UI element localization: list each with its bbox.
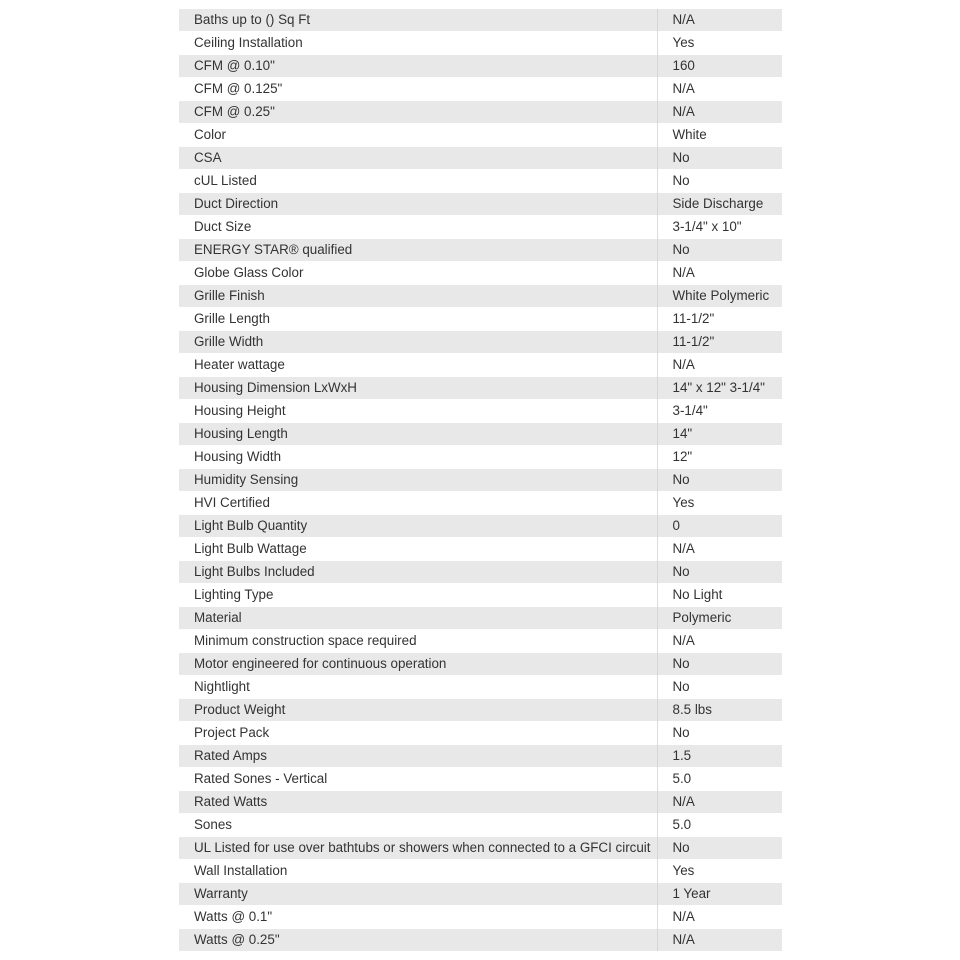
spec-value: 3-1/4": [657, 400, 782, 423]
spec-row: [179, 239, 782, 262]
spec-value: 8.5 lbs: [657, 699, 782, 722]
spec-row: [179, 791, 782, 814]
spec-row: [179, 262, 782, 285]
spec-label: Light Bulb Quantity: [179, 515, 657, 538]
spec-value: 14" x 12" 3-1/4": [657, 377, 782, 400]
spec-value: No: [657, 722, 782, 745]
spec-row: [179, 377, 782, 400]
spec-label: Heater wattage: [179, 354, 657, 377]
spec-row: [179, 561, 782, 584]
spec-label: CFM @ 0.125": [179, 78, 657, 101]
spec-value: 12": [657, 446, 782, 469]
spec-value: No: [657, 469, 782, 492]
spec-value: 5.0: [657, 768, 782, 791]
spec-row: [179, 32, 782, 55]
spec-row: [179, 515, 782, 538]
spec-row: [179, 745, 782, 768]
spec-label: Baths up to () Sq Ft: [179, 9, 657, 32]
spec-value: Yes: [657, 32, 782, 55]
spec-row: [179, 354, 782, 377]
spec-value: 160: [657, 55, 782, 78]
spec-label: CFM @ 0.10": [179, 55, 657, 78]
spec-row: [179, 814, 782, 837]
spec-label: Grille Finish: [179, 285, 657, 308]
spec-row: [179, 837, 782, 860]
spec-value: No: [657, 147, 782, 170]
spec-row: [179, 101, 782, 124]
spec-value: 14": [657, 423, 782, 446]
spec-value: N/A: [657, 78, 782, 101]
spec-label: CSA: [179, 147, 657, 170]
spec-value: Side Discharge: [657, 193, 782, 216]
spec-row: [179, 9, 782, 32]
spec-row: [179, 676, 782, 699]
spec-label: Material: [179, 607, 657, 630]
spec-value: No: [657, 239, 782, 262]
spec-value: White: [657, 124, 782, 147]
spec-row: [179, 400, 782, 423]
spec-row: [179, 538, 782, 561]
spec-row: [179, 492, 782, 515]
spec-label: Grille Width: [179, 331, 657, 354]
spec-label: Grille Length: [179, 308, 657, 331]
spec-label: Duct Direction: [179, 193, 657, 216]
spec-value: No: [657, 561, 782, 584]
spec-value: No: [657, 837, 782, 860]
spec-row: [179, 860, 782, 883]
spec-label: CFM @ 0.25": [179, 101, 657, 124]
spec-value: No: [657, 170, 782, 193]
spec-value: 0: [657, 515, 782, 538]
spec-label: Rated Sones - Vertical: [179, 768, 657, 791]
spec-value: N/A: [657, 929, 782, 952]
spec-value: 3-1/4" x 10": [657, 216, 782, 239]
spec-row: [179, 124, 782, 147]
spec-row: [179, 78, 782, 101]
spec-label: Duct Size: [179, 216, 657, 239]
spec-row: [179, 193, 782, 216]
spec-value: 1 Year: [657, 883, 782, 906]
spec-value: N/A: [657, 9, 782, 32]
spec-row: [179, 584, 782, 607]
spec-value: N/A: [657, 791, 782, 814]
spec-value: White Polymeric: [657, 285, 782, 308]
spec-row: [179, 55, 782, 78]
spec-label: Sones: [179, 814, 657, 837]
specifications-table: [179, 8, 782, 951]
specifications-body: [179, 9, 782, 952]
spec-label: Ceiling Installation: [179, 32, 657, 55]
spec-label: Housing Width: [179, 446, 657, 469]
spec-row: [179, 906, 782, 929]
spec-row: [179, 331, 782, 354]
spec-row: [179, 446, 782, 469]
spec-label: Project Pack: [179, 722, 657, 745]
spec-row: [179, 699, 782, 722]
spec-value: 11-1/2": [657, 308, 782, 331]
spec-row: [179, 308, 782, 331]
spec-label: Watts @ 0.25": [179, 929, 657, 952]
spec-label: Light Bulbs Included: [179, 561, 657, 584]
spec-label: Color: [179, 124, 657, 147]
spec-label: Minimum construction space required: [179, 630, 657, 653]
spec-label: Globe Glass Color: [179, 262, 657, 285]
spec-label: Nightlight: [179, 676, 657, 699]
spec-label: Lighting Type: [179, 584, 657, 607]
spec-row: [179, 768, 782, 791]
spec-row: [179, 653, 782, 676]
spec-label: Light Bulb Wattage: [179, 538, 657, 561]
spec-value: N/A: [657, 538, 782, 561]
spec-value: Yes: [657, 860, 782, 883]
spec-value: 11-1/2": [657, 331, 782, 354]
spec-label: Humidity Sensing: [179, 469, 657, 492]
spec-value: N/A: [657, 630, 782, 653]
spec-label: ENERGY STAR® qualified: [179, 239, 657, 262]
spec-row: [179, 469, 782, 492]
spec-label: Housing Length: [179, 423, 657, 446]
spec-value: No: [657, 676, 782, 699]
spec-label: Rated Watts: [179, 791, 657, 814]
spec-value: Yes: [657, 492, 782, 515]
spec-row: [179, 285, 782, 308]
spec-label: Housing Height: [179, 400, 657, 423]
spec-row: [179, 170, 782, 193]
spec-row: [179, 883, 782, 906]
spec-label: Warranty: [179, 883, 657, 906]
spec-row: [179, 630, 782, 653]
spec-label: Rated Amps: [179, 745, 657, 768]
spec-value: 1.5: [657, 745, 782, 768]
spec-label: HVI Certified: [179, 492, 657, 515]
spec-label: Watts @ 0.1": [179, 906, 657, 929]
spec-row: [179, 722, 782, 745]
spec-row: [179, 147, 782, 170]
spec-value: Polymeric: [657, 607, 782, 630]
spec-value: N/A: [657, 906, 782, 929]
spec-label: Wall Installation: [179, 860, 657, 883]
spec-value: N/A: [657, 354, 782, 377]
spec-row: [179, 929, 782, 952]
spec-row: [179, 423, 782, 446]
spec-value: N/A: [657, 101, 782, 124]
spec-value: No: [657, 653, 782, 676]
spec-label: Product Weight: [179, 699, 657, 722]
spec-row: [179, 216, 782, 239]
spec-label: UL Listed for use over bathtubs or showers when connected to a GFCI circuit: [179, 837, 657, 860]
spec-value: 5.0: [657, 814, 782, 837]
spec-value: N/A: [657, 262, 782, 285]
spec-label: cUL Listed: [179, 170, 657, 193]
spec-row: [179, 607, 782, 630]
spec-label: Motor engineered for continuous operation: [179, 653, 657, 676]
spec-label: Housing Dimension LxWxH: [179, 377, 657, 400]
spec-value: No Light: [657, 584, 782, 607]
